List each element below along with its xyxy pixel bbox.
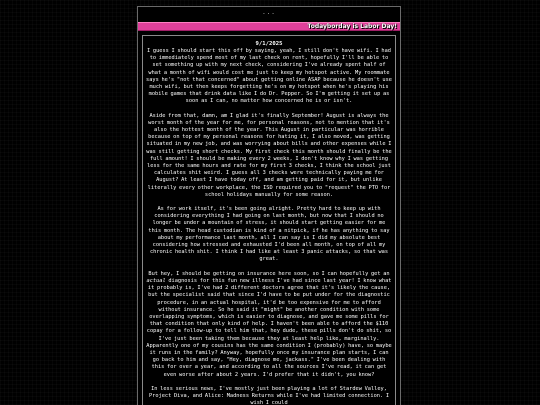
window-title: Todayborday is Labor Day! bbox=[307, 23, 397, 30]
top-dots: ... bbox=[262, 9, 276, 16]
post-paragraph-4: But hey, I should be getting on insurance here soon, so I can hopefully get an actual diagnosis for this fun new illness I've had since last year! I know what it probably is, I've had 2 different doctors agree that it's likely the cause, but the specialist said that since I'd have to be put under for the diagnostic procedure, in an actual hospital, it'd be too expensive for me to afford without insurance. So he said it "might" be another condition with some overlapping symptoms, which is easier to diagnose, and gave me some pills for that condition that only kind of help. I haven't been able to afford the $110 copay for a follow-up to tell him that, hey dude, these pills don't do shit, so I've just been taking them because they at least help like, marginally. Apparently one of my cousins has the same condition I (probably) have, so maybe it runs in the family? Anyway, hopefully once my insurance plan starts, I can go back to him and say, "Hey, diagnose me, jackass." I've been dealing with this for over a year, and according to all the sources I've read, it can get even worse after about 2 years. I'd prefer that it didn't, you know? bbox=[146, 270, 392, 378]
title-bar bbox=[138, 22, 400, 31]
post-content[interactable] bbox=[142, 35, 396, 405]
emphasized-word: actual bbox=[146, 277, 166, 284]
post-paragraph-5: In less serious news, I've mostly just been playing a lot of Stardew Valley, Project Diva, and Alice: Madness Returns while I've had limited connection. I wish I could bbox=[148, 385, 390, 405]
post-paragraph-3: As for work itself, it's been going alright. Pretty hard to keep up with considering everything I had going on last month, but now that I should no longer be under a mountain of stress, it should start getting easier for me this month. The head custodian is kind of a nitpick, if he has anything to say about my performance last month, all I can say is I did my absolute best considering how stressed and exhausted I'd been all month, on top of all my chronic health shit. I think I had like at least 3 panic attacks, so that was great. bbox=[148, 206, 390, 263]
post-paragraph-1: I guess I should start this off by saying, yeah, I still don't have wifi. I had to immediately spend most of my last check on rent, hopefully I'll be able to set something up with my next check, considering I've already spent half of what a month of wifi would cost me just to keep my hotspot active. My roommate says he's "not that concerned" about getting online ASAP because he doesn't use much wifi, but then keeps forgetting he's on my hotspot when he's playing his mobile games that drink data like I do Dr. Pepper. So I'm getting it set up as soon as I can, no matter how concerned he is or isn't. bbox=[146, 48, 392, 105]
post-date: 9/1/2025 bbox=[255, 41, 283, 47]
page-frame bbox=[137, 6, 401, 405]
post-paragraph-2: Aside from that, damn, am I glad it's finally September! August is always the worst month of the year for me, for personal reasons, not to mention that it's also the hottest month of the year. This August in particular was horrible because on top of my personal reasons for hating it, I also moved, was getting situated in my new job, and was worrying about bills and other expenses while I was still getting short checks. My first check this month should finally be the full amount! I should be making every 2 weeks, I don't know why I was getting less for the same hours and rate for my first 3 checks, I think the school just calculates shit weird. I guess all 3 checks were technically paying me for August? At least I have today off, and am getting paid for it, but unlike literally every other workplace, the ISD required you to "request" the PTO for school holidays manually for some reason. bbox=[146, 112, 392, 198]
